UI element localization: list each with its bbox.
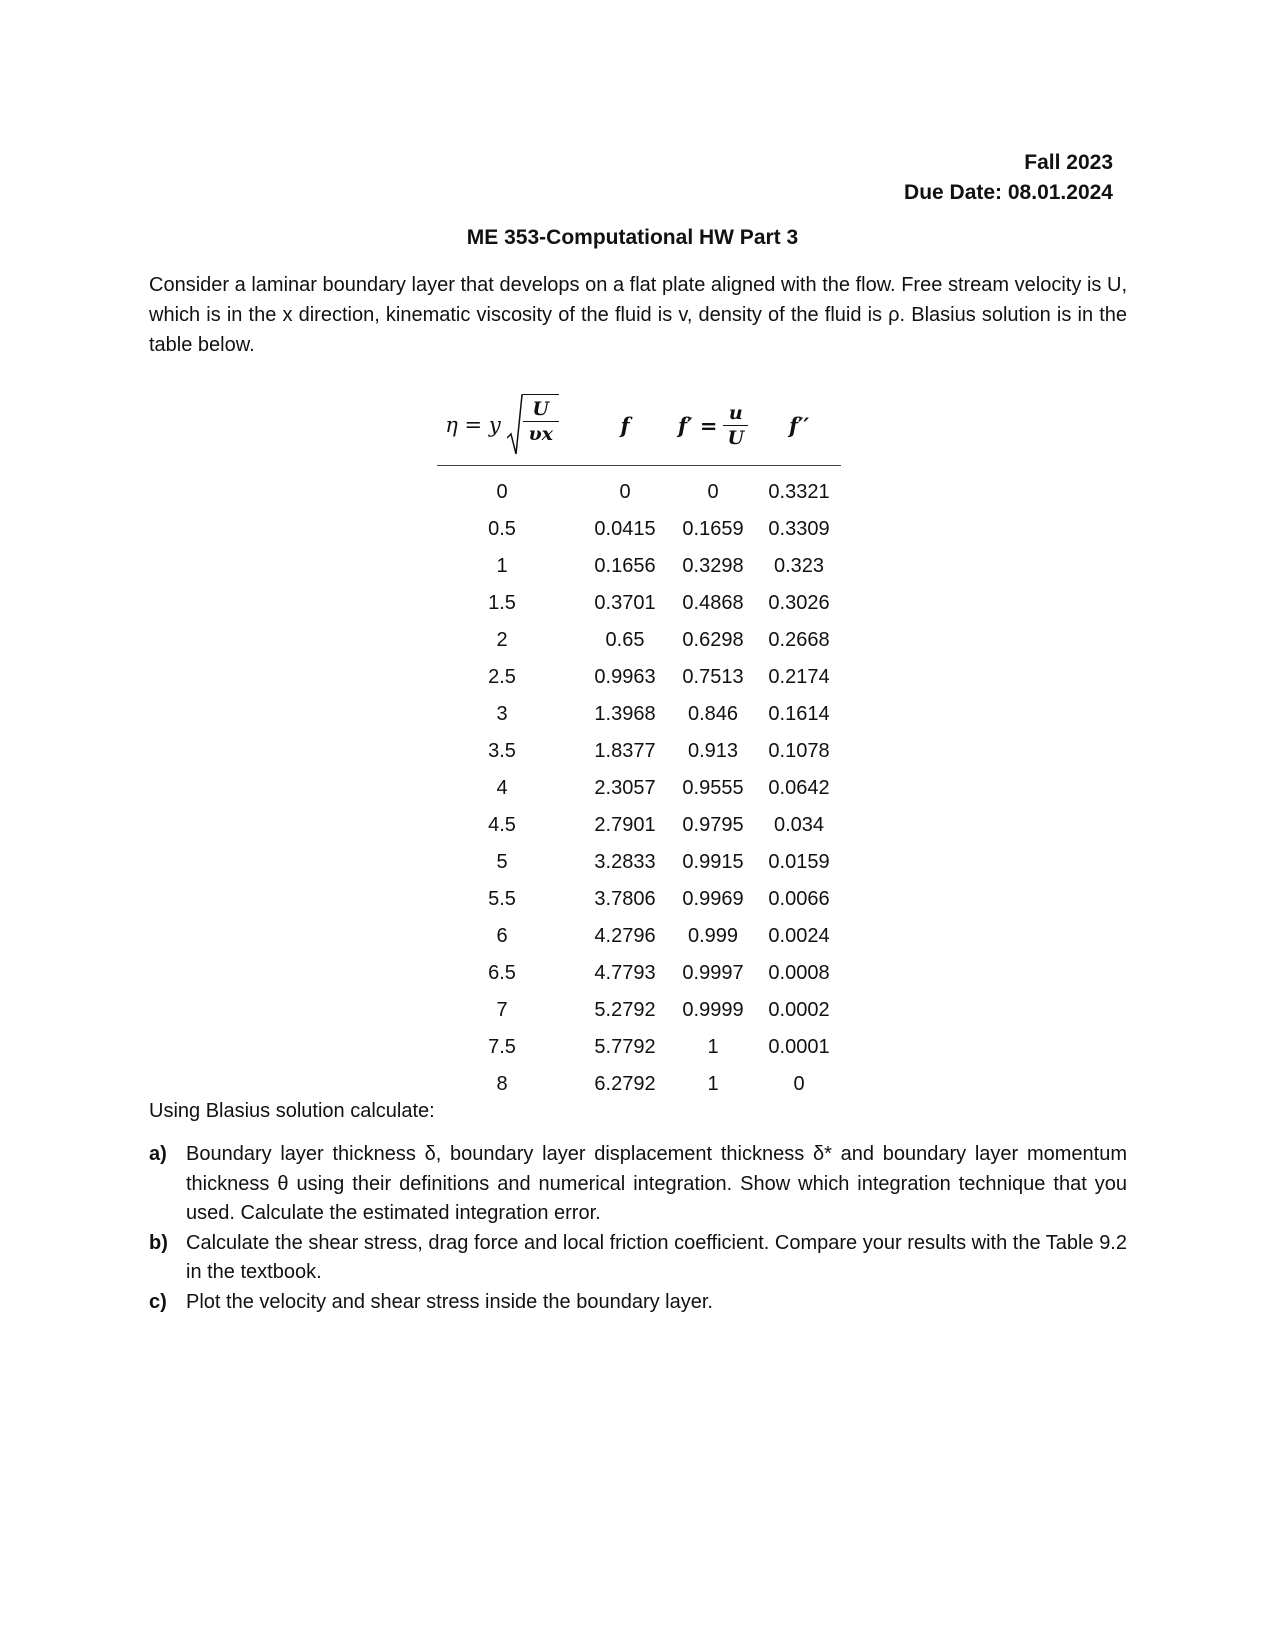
fprime-fraction [723,401,748,450]
eta-numerator: U [532,398,549,420]
eta-cell: 0 [496,481,508,503]
fdoubleprime-cell: 0.0001 [768,1036,830,1058]
f-cell: 4.2796 [594,925,656,947]
fprime-cell: 0.999 [687,925,739,947]
f-cell: 4.7793 [594,962,656,984]
table-row [437,918,841,955]
blasius-table [437,385,841,1103]
fdoubleprime-cell: 0.0066 [768,888,830,910]
fprime-cell: 0 [707,481,719,503]
f-cell: 1.3968 [594,703,656,725]
fprime-cell: 0.846 [687,703,739,725]
task-text: Plot the velocity and shear stress inside the boundary layer. [186,1290,713,1313]
document-title-row [0,226,1274,250]
fdoubleprime-cell: 0.0642 [768,777,830,799]
table-row [437,807,841,844]
table-row [437,881,841,918]
table-row [437,585,841,622]
fprime-cell: 0.7513 [682,666,744,688]
table-row [437,1029,841,1066]
instruction-line: Using Blasius solution calculate: [149,1100,435,1122]
fprime-numerator: u [728,401,743,424]
table-row [437,992,841,1029]
fprime-cell: 0.9915 [682,851,744,873]
eta-cell: 6 [496,925,508,947]
task-item [149,1288,1127,1318]
fdoubleprime-cell: 0.0002 [768,999,830,1021]
fdoubleprime-cell: 0.034 [773,814,825,836]
fprime-cell: 0.9795 [682,814,744,836]
document-title: ME 353-Computational HW Part 3 [466,226,799,249]
eta-cell: 6.5 [488,962,516,984]
eta-cell: 2.5 [488,666,516,688]
fdoubleprime-cell: 0.323 [773,555,825,577]
eta-cell: 5.5 [488,888,516,910]
eta-cell: 2 [496,629,508,651]
fprime-cell: 0.9555 [682,777,744,799]
sqrt-expression [507,394,559,456]
f-cell: 2.3057 [594,777,656,799]
task-item [149,1140,1127,1229]
fdoubleprime-cell: 0.0159 [768,851,830,873]
fprime-cell: 0.6298 [682,629,744,651]
f-cell: 0.3701 [594,592,656,614]
fdoubleprime-cell: 0.3309 [768,518,830,540]
fdoubleprime-cell: 0 [793,1073,805,1095]
header-block [904,148,1113,208]
fdoubleprime-cell: 0.3321 [768,481,830,503]
eta-cell: 3 [496,703,508,725]
table-row [437,733,841,770]
f-cell: 0.65 [605,629,645,651]
task-list [149,1140,1127,1317]
table-row [437,511,841,548]
due-date: Due Date: 08.01.2024 [904,181,1113,204]
f-cell: 5.2792 [594,999,656,1021]
task-text: Boundary layer thickness δ, boundary layer displacement thickness δ* and boundary layer momentum thickness θ using their definitions and numerical integration. Show which integration technique that you used. Calculate the estimated integration error. [186,1143,1127,1224]
header-fdoubleprime: f′′ [788,412,810,438]
task-text: Calculate the shear stress, drag force and local friction coefficient. Compare your results with the Table 9.2 in the textbook. [186,1231,1127,1283]
fdoubleprime-cell: 0.1078 [768,740,830,762]
fprime-cell: 0.3298 [682,555,744,577]
f-cell: 0.0415 [594,518,656,540]
eta-cell: 7.5 [488,1036,516,1058]
fprime-denominator: U [727,426,745,449]
task-marker: b) [149,1231,168,1254]
fdoubleprime-cell: 0.3026 [768,592,830,614]
header-fprime [669,385,757,465]
table-body [437,474,841,1103]
table-row [437,770,841,807]
eta-lhs: η = y [445,413,501,437]
fdoubleprime-cell: 0.2668 [768,629,830,651]
fprime-cell: 0.9969 [682,888,744,910]
f-cell: 1.8377 [594,740,656,762]
intro-paragraph: Consider a laminar boundary layer that develops on a flat plate aligned with the flow. Free stream velocity is U, which is in the x direction, kinematic viscosity of the fluid is v, density of the fluid is ρ. Blasius solution is in the table below. [149,274,1127,356]
fdoubleprime-cell: 0.0024 [768,925,830,947]
f-cell: 2.7901 [594,814,656,836]
f-cell: 0.9963 [594,666,656,688]
table-row [437,1066,841,1103]
eta-denominator: υx [528,423,553,445]
fprime-cell: 0.9997 [682,962,744,984]
task-marker: c) [149,1290,167,1313]
fprime-cell: 1 [707,1036,719,1058]
header-eta [437,385,567,465]
table-row [437,844,841,881]
term-label: Fall 2023 [1024,151,1113,174]
f-cell: 6.2792 [594,1073,656,1095]
fprime-cell: 0.9999 [682,999,744,1021]
table-row [437,955,841,992]
fprime-lhs: f′ = [677,412,718,438]
table-row [437,474,841,511]
eta-cell: 4 [496,777,508,799]
eta-cell: 4.5 [488,814,516,836]
header-f: f [620,412,630,438]
sqrt-icon [507,394,523,456]
fdoubleprime-cell: 0.2174 [768,666,830,688]
table-header [437,385,841,466]
fdoubleprime-cell: 0.0008 [768,962,830,984]
eta-cell: 8 [496,1073,508,1095]
task-marker: a) [149,1143,167,1165]
fprime-cell: 0.913 [687,740,739,762]
eta-fraction [523,394,559,456]
eta-cell: 7 [496,999,508,1021]
eta-cell: 1 [496,555,508,577]
f-cell: 0 [619,481,631,503]
f-cell: 3.7806 [594,888,656,910]
table-row [437,696,841,733]
fprime-cell: 0.1659 [682,518,744,540]
fprime-cell: 0.4868 [682,592,744,614]
f-cell: 0.1656 [594,555,656,577]
task-item [149,1229,1127,1288]
eta-cell: 0.5 [488,518,516,540]
eta-cell: 5 [496,851,508,873]
fdoubleprime-cell: 0.1614 [768,703,830,725]
eta-cell: 1.5 [488,592,516,614]
eta-cell: 3.5 [488,740,516,762]
table-row [437,659,841,696]
fprime-cell: 1 [707,1073,719,1095]
table-row [437,622,841,659]
f-cell: 5.7792 [594,1036,656,1058]
table-row [437,548,841,585]
f-cell: 3.2833 [594,851,656,873]
